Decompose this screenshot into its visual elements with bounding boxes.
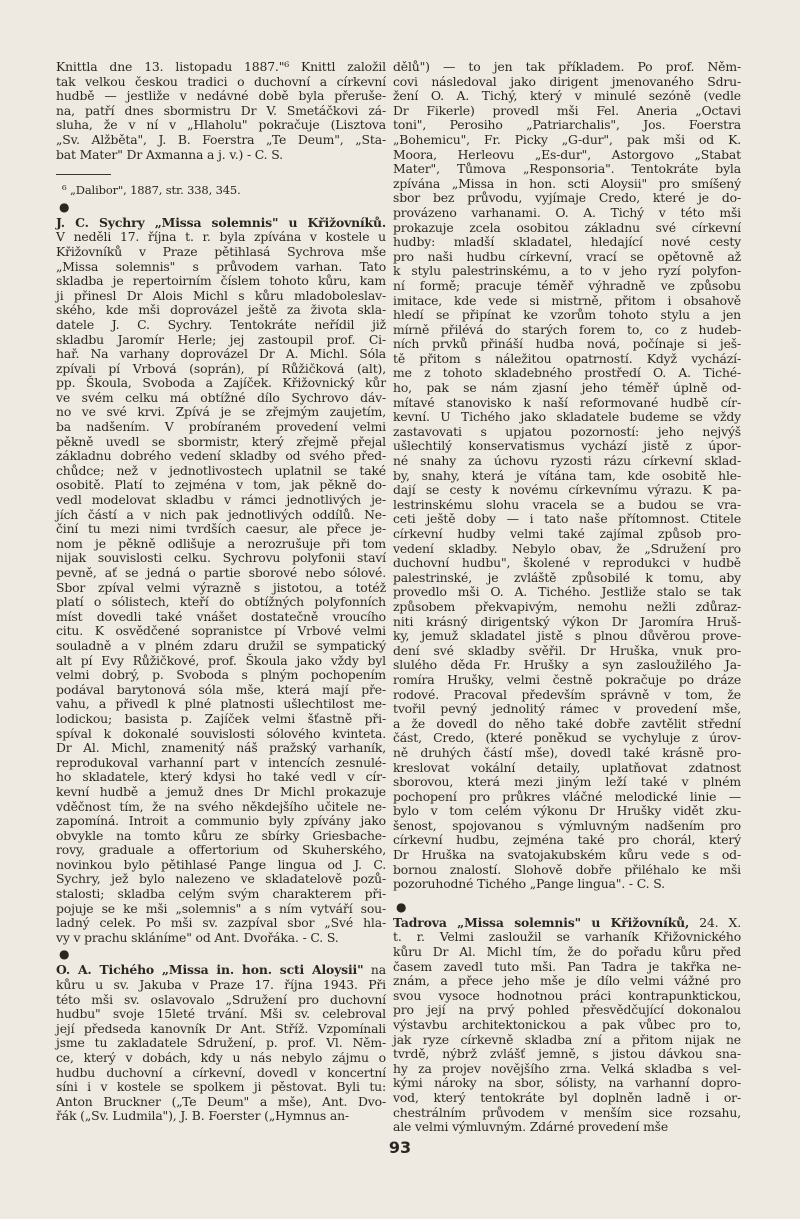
text-line: no ve své krvi. Zpívá je se zřejmým zaujetím, xyxy=(56,404,386,420)
text-line: Sychry, jež bylo nalezeno ve skladatelově pozů- xyxy=(56,871,386,887)
text-line: bylo v tom celém výkonu Dr Hrušky vidět zku- xyxy=(393,803,741,819)
text-line: kůru Dr Al. Michl tím, že do pořadu kůru před xyxy=(393,944,741,960)
text-line: dají se cesty k novému církevnímu výrazu. K pa- xyxy=(393,482,741,498)
text-line: prokazuje zcela osobitou základnu své církevní xyxy=(393,219,741,235)
text-line: hudby: mladší skladatel, hledající nové cesty xyxy=(393,234,741,250)
text-line: novinkou bylo pětihlasé Pange lingua od J. C. xyxy=(56,856,386,872)
text-line: nijak souvislosti celku. Sychrovu polyfonii staví xyxy=(56,550,386,566)
text-line: ky, jemuž skladatel jistě s plnou důvěrou prove- xyxy=(393,628,741,644)
text-line: pro její na prvý pohled přesvědčující dokonalou xyxy=(393,1002,741,1018)
text-line: ně druhých částí mše), dovedl také krásně pro- xyxy=(393,744,741,760)
text-line: provázeno varhanami. O. A. Tichý v této mši xyxy=(393,204,741,220)
text-line: jsme tu zakladatele Sdružení, p. prof. Vl. Něm- xyxy=(56,1035,386,1051)
text-line: Dr Hruška na svatojakubském kůru vede s od- xyxy=(393,847,741,863)
text-line: řák („Sv. Ludmila"), J. B. Foerster („Hymnus an- xyxy=(56,1108,349,1124)
text-line: část, Credo, (které poněkud se vychyluje z úrov- xyxy=(393,730,741,746)
text-line: pochopení pro průkres vláčné melodické linie — xyxy=(393,788,741,804)
text-line: síni i v kostele se spolkem ji pěstovat. Byli tu: xyxy=(56,1079,386,1095)
text-line: duchovní hudbu", školené v reprodukci v hudbě xyxy=(393,555,741,571)
text-line: imitace, kde vede si mistrně, přitom i obsahově xyxy=(393,292,741,308)
text-line: Dr Fikerle) provedl mši Fel. Aneria „Octavi xyxy=(393,102,741,118)
text-line: sborovou, která mezi jiným leží také v plném xyxy=(393,774,741,790)
text-line: církevní hudbu, zejména také pro chorál, který xyxy=(393,832,741,848)
text-line: základnu dobrého vedení skladby od svého před- xyxy=(56,448,386,464)
text-line: vy v prachu skláníme" od Ant. Dvořáka. - C. S. xyxy=(56,929,339,945)
text-line: pevně, ať se jedná o partie sborové nebo sólové. xyxy=(56,565,386,580)
text-line: ní formě; pracuje téměř výhradně ve způsobu xyxy=(393,277,741,293)
text-line: pro naši hudbu církevní, vrací se opětovně až xyxy=(393,248,741,264)
text-line: ského, kde mši doprovázel ještě za života skla- xyxy=(56,302,386,318)
left-column xyxy=(56,60,386,1124)
text-line: me z tohoto skladebného prostředí O. A. Tiché- xyxy=(393,365,741,381)
text-line: Sbor zpíval velmi výrazně s jistotou, a totéž xyxy=(56,579,386,595)
text-line: hy za projev novějšího zrna. Velká skladba s vel- xyxy=(393,1060,741,1076)
text-line: znám, a přece jeho mše je dílo velmi vážné pro xyxy=(393,973,741,989)
text-line: alt pí Evy Růžičkové, prof. Škoula jako vždy byl xyxy=(56,652,386,668)
text-line: dení své skladby svěřil. Dr Hruška, vnuk pro- xyxy=(393,642,741,658)
text-line: palestrinské, je zvláště způsobilé k tomu, aby xyxy=(393,569,741,585)
text-line: jak ryze církevně skladba zní a přitom nijak ne xyxy=(393,1031,741,1047)
text-line: zastavovati s upjatou pozorností: jeho nejvýš xyxy=(393,423,741,439)
text-line: zpívali pí Vrbová (soprán), pí Růžičková (alt), xyxy=(56,360,386,376)
text-line: lestrinskému slohu vracela se a budou se vra- xyxy=(393,496,741,512)
text-line: skladba je repertoirním číslem tohoto kůru, kam xyxy=(56,273,386,289)
text-line: tvořil pevný jednolitý rámec v provedení mše, xyxy=(393,701,741,717)
footnote: ⁶ „Dalibor", 1887, str. 338, 345. xyxy=(62,183,241,198)
text-line: jích částí a v nich pak jednotlivých oddílů. Ne- xyxy=(56,506,386,522)
text-line: „Sv. Alžběta", J. B. Foerstra „Te Deum", „Sta- xyxy=(56,131,386,147)
text-line: romíra Hrušky, velmi čestně pokračuje po dráze xyxy=(393,671,741,687)
text-line: vedl modelovat skladbu v rámci jednotlivých je- xyxy=(56,492,386,508)
text-line: výstavbu architektonickou a pak vůbec pro to, xyxy=(393,1017,741,1032)
text-line: spíval k dokonalé souvislosti sólového kvinteta. xyxy=(56,725,386,741)
text-line: ji přinesl Dr Alois Michl s kůru mladoboleslav- xyxy=(56,287,386,303)
text-line: ceti ještě doby — i tato naše přítomnost. Ctitele xyxy=(393,511,741,527)
article-heading: J. C. Sychry „Missa solemnis" u Křižovníků. xyxy=(56,214,386,230)
text-line: chůdce; než v jednotlivostech uplatnil se také xyxy=(56,462,386,478)
text-line: reprodukoval varhanní part v intencích zesnulé- xyxy=(56,754,386,770)
text-line: k stylu palestrinskému, a to v jeho ryzí polyfon- xyxy=(393,263,741,279)
text-line: svou vysoce hodnotnou práci kontrapunktickou, xyxy=(393,987,741,1003)
text-line: tak velkou českou tradici o duchovní a církevní xyxy=(56,73,386,89)
text-line: ních prvků přináší hudba nová, počínaje si ješ- xyxy=(393,336,741,352)
text-line: mírně přilévá do starých forem to, co z hudeb- xyxy=(393,321,741,337)
text-line: zapomíná. Introit a communio byly zpívány jako xyxy=(56,813,386,829)
section-bullet: ● xyxy=(59,947,70,962)
text-line: provedlo mši O. A. Tichého. Jestliže stalo se tak xyxy=(393,584,741,600)
text-line: „Missa solemnis" s průvodem varhan. Tato xyxy=(56,258,386,274)
text-line: stalosti; skladba celým svým charakterem při- xyxy=(56,886,386,902)
text-line: ho, pak se nám zjasní jeho téměř úplně od- xyxy=(393,380,741,396)
text-line: slulého děda Fr. Hrušky a syn zasloužilého Ja- xyxy=(393,657,741,673)
text-line: Anton Bruckner („Te Deum" a mše), Ant. Dvo- xyxy=(56,1093,386,1109)
text-line: „Bohemicu", Fr. Picky „G-dur", pak mši od K. xyxy=(393,131,741,147)
text-line: platí o sólistech, kteří do obtížných polyfonních xyxy=(56,594,386,610)
text-line: rodové. Pracoval především správně v tom, že xyxy=(393,686,741,702)
text-line: způsobem překvapivým, nemohu nežli zdůraz- xyxy=(393,598,741,614)
article-body xyxy=(56,978,386,1124)
text-line: toni", Perosiho „Patriarchalis", Jos. Foerstra xyxy=(393,117,741,133)
text-line: bornou znalostí. Slohově dobře přiléhalo ke mši xyxy=(393,861,741,877)
text-line: Knittla dne 13. listopadu 1887."⁶ Knittl založil xyxy=(56,59,386,74)
text-line: ho skladatele, který kdysi ho také vedl v cír- xyxy=(56,769,386,785)
text-line: žení O. A. Tichý, který v minulé sezóně (vedle xyxy=(393,88,741,104)
text-line: časem zavedl tuto mši. Pan Tadra je takřka ne- xyxy=(393,958,741,974)
text-line: kreslovat vokální detaily, uplatňovat zdatnost xyxy=(393,759,741,775)
text-line: osobitě. Platí to zejména v tom, jak pěkně do- xyxy=(56,477,386,493)
text-line: né snahy za úchovu ryzosti rázu církevní sklad- xyxy=(393,453,741,469)
text-line: vahu, a přivedl k plné platnosti ušlechtilost me- xyxy=(56,696,386,712)
article-heading-rest: na xyxy=(363,962,386,978)
article-ticheho xyxy=(56,963,386,1124)
text-line: lodickou; basista p. Zajíček velmi šťastně při- xyxy=(56,710,386,726)
text-line: datele J. C. Sychry. Tentokráte neřídil již xyxy=(56,316,386,332)
article-sychry xyxy=(56,216,386,946)
text-line: mítavé stanovisko k naší reformované hudbě cír- xyxy=(393,394,741,410)
text-line: zpívána „Missa in hon. scti Aloysii" pro smíšený xyxy=(393,175,741,191)
text-line: by, snahy, která je vítána tam, kde osobitě hle- xyxy=(393,467,741,483)
section-bullet: ● xyxy=(396,899,407,914)
right-column xyxy=(393,60,741,1135)
text-line: velmi dobrý, p. Svoboda s plným pochopením xyxy=(56,667,386,683)
text-line: Moora, Herleovu „Es-dur", Astorgovo „Stabat xyxy=(393,146,741,162)
article-heading-bold: Tadrova „Missa solemnis" u Křižovníků, xyxy=(393,914,690,930)
text-line: míst dovedli také vnášet dostatečně vroucího xyxy=(56,608,386,624)
text-line: hař. Na varhany doprovázel Dr A. Michl. Sóla xyxy=(56,346,386,362)
text-line: ladný celek. Po mši sv. zazpíval sbor „Své hla- xyxy=(56,915,386,931)
text-line: t. r. Velmi zasloužil se varhaník Křižovnického xyxy=(393,929,741,945)
text-line: na, patří dnes sbormistru Dr V. Smetáčkovi zá- xyxy=(56,102,386,118)
text-line: hudbu duchovní a církevní, dovedl v koncertní xyxy=(56,1064,386,1080)
text-line: a že dovedl do něho také dobře zavtělit střední xyxy=(393,715,741,731)
page-number: 93 xyxy=(388,1138,412,1157)
text-line: tě přitom s náležitou opatrností. Když vychází- xyxy=(393,350,741,366)
text-line: souladně a v plném zdaru družil se sympatický xyxy=(56,637,386,653)
article-heading xyxy=(393,916,741,931)
text-line: vod, který tentokráte byl doplněn ladně i or- xyxy=(393,1089,741,1105)
text-line: skladbu Jaromír Herle; jej zastoupil prof. Ci- xyxy=(56,331,386,347)
text-line: ba nadšením. V probíraném provedení velmi xyxy=(56,419,386,435)
text-line: tvrdě, nýbrž zvlášť jemně, s jistou dávkou sna- xyxy=(393,1046,741,1062)
article-heading-bold: O. A. Tichého „Missa in. hon. scti Aloysii" xyxy=(56,962,364,978)
text-line: činí tu mezi nimi tvrdších caesur, ale přece je- xyxy=(56,521,386,537)
text-line: bat Mater" Dr Axmanna a j. v.) - C. S. xyxy=(56,146,283,162)
text-line: Křižovníků v Praze pětihlasá Sychrova mše xyxy=(56,243,386,259)
text-line: hudbě — jestliže v nedávné době byla přeruše- xyxy=(56,88,386,104)
text-line: ušlechtilý konservatismus vychází jistě z úpor- xyxy=(393,438,741,454)
text-line: pp. Škoula, Svoboda a Zajíček. Křižovnický kůr xyxy=(56,375,386,391)
text-line: Dr Al. Michl, znamenitý náš pražský varhaník, xyxy=(56,740,386,756)
text-line: vedení skladby. Nebylo obav, že „Sdružení pro xyxy=(393,540,741,556)
text-line: V neděli 17. října t. r. byla zpívána v kostele u xyxy=(56,229,386,245)
text-line: její předseda kanovník Dr Ant. Stříž. Vzpomínali xyxy=(56,1020,386,1036)
text-line: pěkně uvedl se sbormistr, který zřejmě přejal xyxy=(56,433,386,449)
text-line: kůru u sv. Jakuba v Praze 17. října 1943. Při xyxy=(56,977,386,993)
text-line: nom je pěkně odlišuje a nerozrušuje při tom xyxy=(56,535,386,551)
text-line: ce, který v dobách, kdy u nás nebylo zájmu o xyxy=(56,1050,386,1065)
text-line: covi následoval jako dirigent jmenovaného Sdru- xyxy=(393,73,741,89)
text-line: obvykle na tomto kůru ze sbírky Griesbache- xyxy=(56,827,386,843)
text-line: ve svém celku má obtížné dílo Sychrovo dáv- xyxy=(56,389,386,405)
intro-paragraph xyxy=(56,60,386,162)
text-line: této mši sv. oslavovalo „Sdružení pro duchovní xyxy=(56,991,386,1007)
text-line: rovy, graduale a offertorium od Skuherského, xyxy=(56,842,386,858)
article-ticheho-continued xyxy=(393,60,741,892)
text-line: ale velmi výmluvným. Zdárné provedení mše xyxy=(393,1119,669,1135)
article-body xyxy=(393,930,741,1134)
text-line: pozoruhodné Tichého „Pange lingua". - C. S. xyxy=(393,876,665,892)
text-line: hledí se připínat ke vzorům tohoto stylu a jen xyxy=(393,307,741,323)
section-bullet: ● xyxy=(59,199,70,214)
text-line: kevní hudbě a jemuž dnes Dr Michl prokazuje xyxy=(56,783,386,799)
text-line: kými nároky na sbor, sólisty, na varhanní dopro- xyxy=(393,1075,741,1091)
text-line: niti krásný dirigentský výkon Dr Jaromíra Hruš- xyxy=(393,613,741,629)
text-line: podával barytonová sóla mše, která mají pře- xyxy=(56,681,386,697)
text-line: citu. K osvědčené sopranistce pí Vrbové velmi xyxy=(56,623,386,639)
text-line: hudbu" svoje 15leté trvání. Mši sv. celebroval xyxy=(56,1006,386,1022)
text-line: sbor bez průvodu, vyjímaje Credo, které je do- xyxy=(393,190,741,206)
article-heading xyxy=(56,963,386,978)
article-tadrova xyxy=(393,916,741,1135)
text-line: sluha, že v ní v „Hlaholu" pokračuje (Lisztova xyxy=(56,117,386,133)
text-line: chestrálním průvodem v menším sice rozsahu, xyxy=(393,1104,741,1120)
text-line: Mater", Tůmova „Responsoria". Tentokráte byla xyxy=(393,161,741,177)
text-line: pojuje se ke mši „solemnis" a s ním vytváří sou- xyxy=(56,900,386,916)
text-line: vděčnost tím, že na svého někdejšího učitele ne- xyxy=(56,798,386,814)
text-line: kevní. U Tichého jako skladatele budeme se vždy xyxy=(393,409,741,425)
text-line: církevní hudby velmi také zajímal způsob pro- xyxy=(393,526,741,541)
text-line: dělů") — to jen tak příkladem. Po prof. Něm- xyxy=(393,59,741,74)
article-body xyxy=(56,230,386,945)
footnote-rule xyxy=(56,174,111,175)
article-heading-rest: 24. X. xyxy=(689,914,741,930)
text-line: šenost, spojovanou s výmluvným nadšením pro xyxy=(393,817,741,833)
